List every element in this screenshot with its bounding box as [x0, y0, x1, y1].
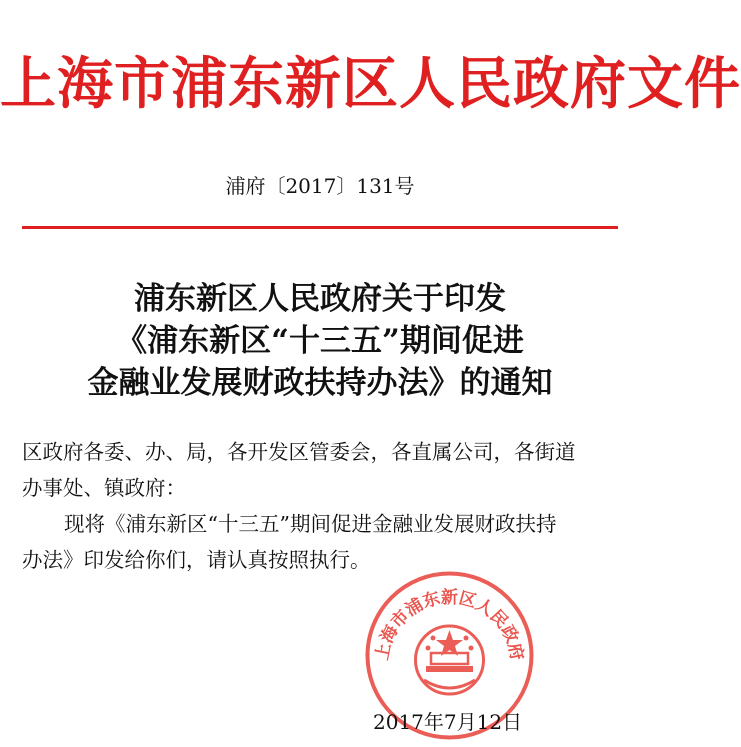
document-number: 浦府〔2017〕131号: [225, 174, 415, 198]
national-emblem-icon: [416, 626, 484, 694]
issue-date: 2017年7月12日: [373, 710, 523, 734]
content-line-1: 现将《浦东新区“十三五”期间促进金融业发展财政扶持: [64, 512, 557, 536]
red-divider-line: [22, 226, 618, 229]
notice-title-line-2: 《浦东新区“十三五”期间促进: [116, 323, 524, 359]
content-line-2: 办法》印发给你们，请认真按照执行。: [22, 548, 371, 572]
notice-title: [0, 278, 640, 404]
document-body: [22, 434, 618, 578]
seal-arc-text: 上海市浦东新区人民政府: [372, 587, 527, 663]
recipients-line-2: 办事处、镇政府：: [22, 476, 186, 500]
document-header-title: 上海市浦东新区人民政府文件: [0, 51, 741, 117]
recipients-line-1: 区政府各委、办、局，各开发区管委会，各直属公司，各街道: [22, 440, 576, 464]
notice-title-line-3: 金融业发展财政扶持办法》的通知: [87, 365, 553, 401]
notice-title-line-1: 浦东新区人民政府关于印发: [134, 281, 506, 317]
